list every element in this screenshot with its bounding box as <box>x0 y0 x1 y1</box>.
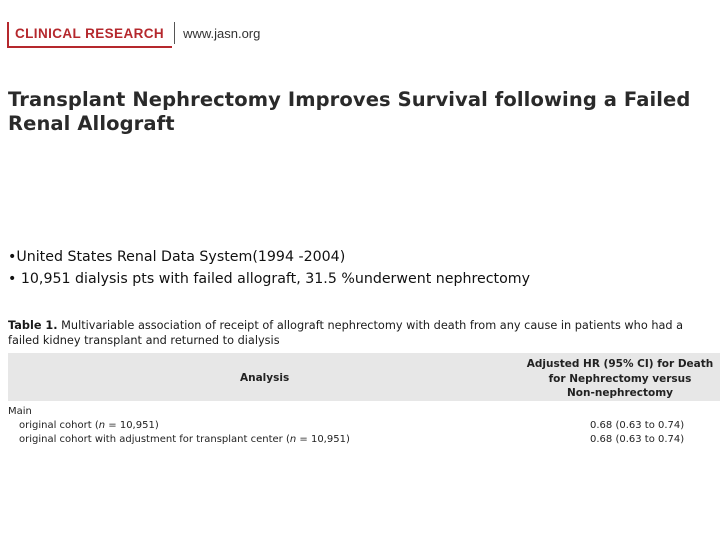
table-row <box>8 419 720 433</box>
table-caption-text: Multivariable association of receipt of allograft nephrectomy with death from any cause in patients who had a failed kidney transplant and returned to dialysis <box>8 319 684 347</box>
header-divider <box>174 22 175 44</box>
bullet-list <box>8 246 530 290</box>
table-row <box>8 433 720 447</box>
table-header <box>8 353 720 401</box>
section-label: CLINICAL RESEARCH <box>7 22 172 48</box>
column-header-hazard-ratio <box>520 357 720 401</box>
table-body <box>8 405 720 447</box>
journal-url[interactable]: www.jasn.org <box>183 26 261 41</box>
column-header-analysis: Analysis <box>240 372 290 384</box>
table-caption-label: Table 1. <box>8 319 58 332</box>
bullet-item: •United States Renal Data System(1994 -2004) <box>8 249 346 265</box>
journal-header <box>7 22 260 48</box>
bullet-item: • 10,951 dialysis pts with failed allograft, 31.5 %underwent nephrectomy <box>8 271 531 287</box>
table-section-row <box>8 405 720 419</box>
analysis-cell: original cohort with adjustment for transplant center (n = 10,951) <box>19 434 350 445</box>
hazard-ratio-cell: 0.68 (0.63 to 0.74) <box>590 434 685 445</box>
column-header-line: for Nephrectomy versus <box>548 372 692 385</box>
paper-title: Transplant Nephrectomy Improves Survival following a Failed Renal Allograft <box>8 88 691 135</box>
table-caption <box>8 318 713 348</box>
hazard-ratio-cell: 0.68 (0.63 to 0.74) <box>590 420 685 431</box>
column-header-line: Adjusted HR (95% CI) for Death <box>526 358 714 370</box>
section-label-main: Main <box>8 406 32 417</box>
column-header-line: Non-nephrectomy <box>567 387 673 399</box>
analysis-cell: original cohort (n = 10,951) <box>19 420 159 431</box>
